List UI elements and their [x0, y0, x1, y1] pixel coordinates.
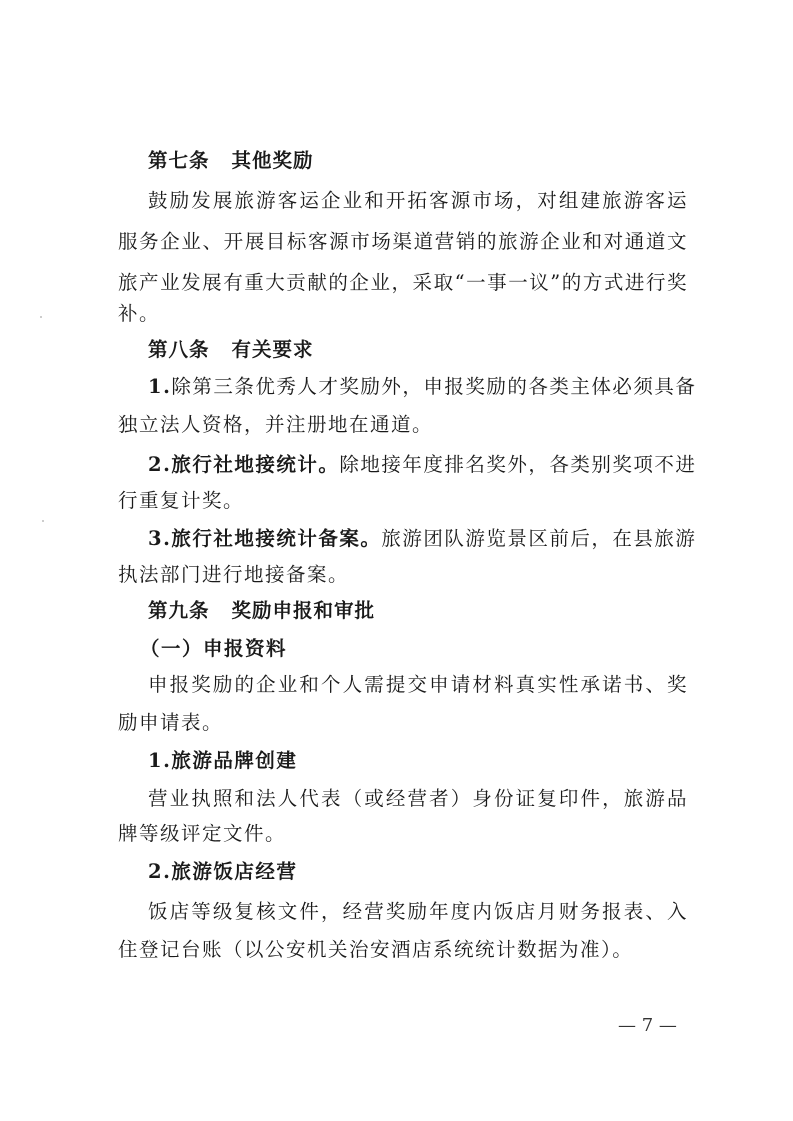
item-2-bold-title: 2.旅行社地接统计。: [148, 453, 340, 476]
article-8-item-2-line-2: 行重复计奖。: [118, 489, 245, 512]
item-1-number: 1.: [148, 375, 172, 398]
article-7-line-3: 旅产业发展有重大贡献的企业，采取“一事一议”的方式进行奖: [118, 271, 688, 294]
article-8-item-3-line-2: 执法部门进行地接备案。: [118, 563, 350, 586]
subsection-1-line-1: 营业执照和法人代表（或经营者）身份证复印件，旅游品: [148, 787, 688, 810]
subsection-2-line-2: 住登记台账（以公安机关治安酒店系统统计数据为准）。: [118, 938, 634, 961]
subsection-2-title: 2.旅游饭店经营: [148, 860, 298, 883]
scan-speck: [40, 316, 42, 318]
subsection-2-line-1: 饭店等级复核文件，经营奖励年度内饭店月财务报表、入: [148, 900, 688, 923]
section-1-title: （一）申报资料: [140, 637, 288, 660]
subsection-1-line-2: 牌等级评定文件。: [118, 822, 287, 845]
article-8-number: 第八条: [148, 338, 210, 361]
article-7-line-4: 补。: [118, 302, 161, 325]
article-8-item-1-line-1: [148, 372, 697, 402]
item-3-text: 旅游团队游览景区前后，在县旅游: [381, 527, 697, 550]
item-2-text: 除地接年度排名奖外，各类别奖项不进: [339, 453, 697, 476]
section-1-intro-line-2: 励申请表。: [118, 711, 224, 734]
article-9-number: 第九条: [148, 599, 210, 622]
article-8-heading: [148, 335, 718, 365]
article-7-number: 第七条: [148, 149, 210, 172]
scan-speck: [42, 520, 44, 522]
subsection-1-title: 1.旅游品牌创建: [148, 749, 298, 772]
section-1-intro-line-1: 申报奖励的企业和个人需提交申请材料真实性承诺书、奖: [148, 673, 688, 696]
item-1-text: 除第三条优秀人才奖励外，申报奖励的各类主体必须具备: [171, 375, 697, 398]
item-3-bold-title: 3.旅行社地接统计备案。: [148, 527, 382, 550]
article-7-title: 其他奖励: [231, 149, 314, 172]
article-8-title: 有关要求: [231, 338, 314, 361]
article-7-line-2: 服务企业、开展目标客源市场渠道营销的旅游企业和对通道文: [118, 230, 688, 253]
article-9-title: 奖励申报和审批: [231, 599, 376, 622]
page-number: — 7 —: [618, 1015, 677, 1036]
article-7-line-1: 鼓励发展旅游客运企业和开拓客源市场，对组建旅游客运: [148, 189, 688, 212]
article-8-item-2-line-1: [148, 450, 697, 480]
article-8-item-3-line-1: [148, 524, 697, 554]
article-7-heading: [148, 146, 718, 176]
article-8-item-1-line-2: 独立法人资格，并注册地在通道。: [118, 413, 434, 436]
article-9-heading: [148, 596, 718, 626]
